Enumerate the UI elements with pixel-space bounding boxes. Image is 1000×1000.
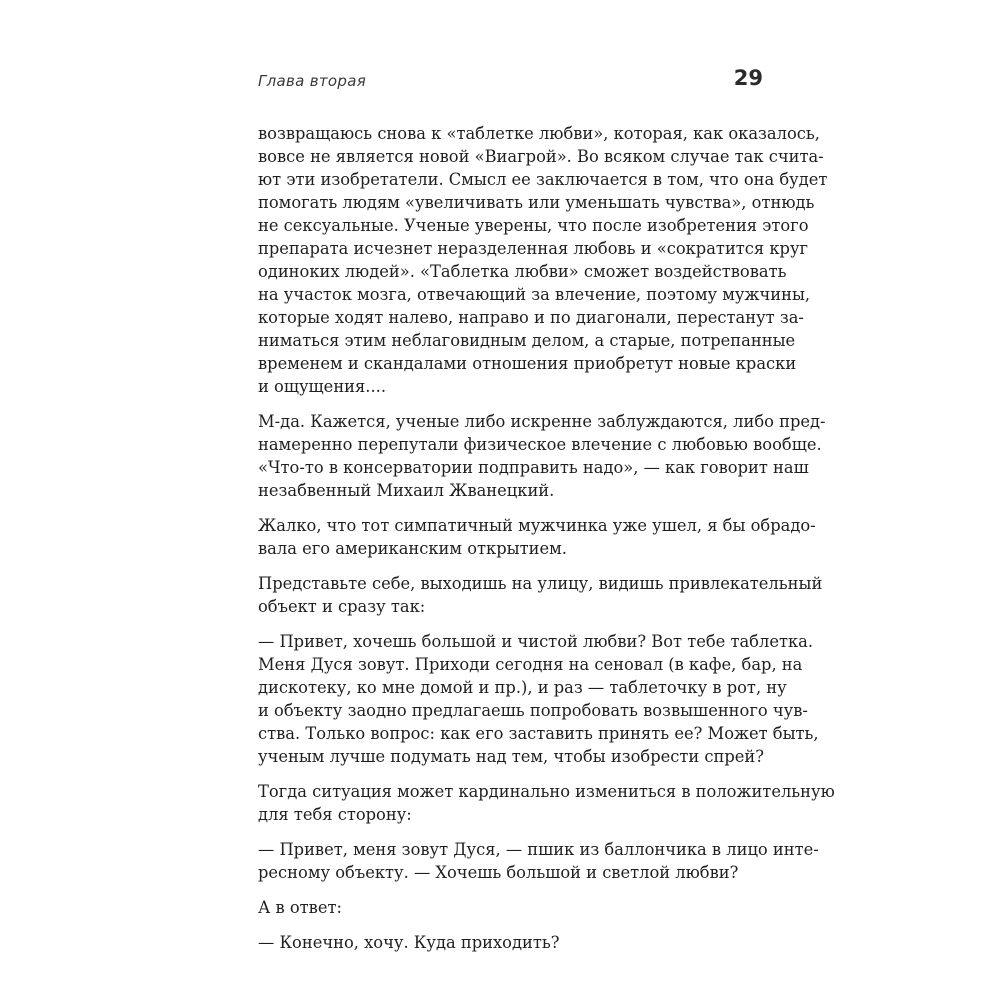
chapter-title: Глава вторая — [258, 72, 367, 90]
text-line: «Что-то в консерватории подправить надо», — как говорит наш — [258, 458, 809, 477]
text-line: дискотеку, ко мне домой и пр.), и раз — таблеточку в рот, ну — [258, 678, 787, 697]
text-line: Меня Дуся зовут. Приходи сегодня на сеновал (в кафе, бар, на — [258, 655, 803, 674]
text-line: — Привет, меня зовут Дуся, — пшик из баллончика в лицо инте- — [258, 840, 819, 859]
text-line: ресному объекту. — Хочешь большой и светлой любви? — [258, 863, 739, 882]
text-line: Жалко, что тот симпатичный мужчинка уже ушел, я бы обрадо- — [258, 516, 816, 535]
text-line: Тогда ситуация может кардинально измениться в положительную — [258, 782, 835, 801]
paragraph — [258, 410, 826, 502]
text-line: одиноких людей». «Таблетка любви» сможет воздействовать — [258, 262, 787, 281]
text-line: Представьте себе, выходишь на улицу, видишь привлекательный — [258, 574, 823, 593]
text-line: на участок мозга, отвечающий за влечение, поэтому мужчины, — [258, 285, 811, 304]
paragraph — [258, 838, 819, 884]
text-line: и ощущения.... — [258, 377, 386, 396]
text-line: препарата исчезнет неразделенная любовь и «сократится круг — [258, 239, 809, 258]
text-line: не сексуальные. Ученые уверены, что после изобретения этого — [258, 216, 809, 235]
text-line: ниматься этим неблаговидным делом, а старые, потрепанные — [258, 331, 796, 350]
text-line: ученым лучше подумать над тем, чтобы изобрести спрей? — [258, 747, 765, 766]
text-line: незабвенный Михаил Жванецкий. — [258, 481, 555, 500]
text-line: — Привет, хочешь большой и чистой любви? Вот тебе таблетка. — [258, 632, 814, 651]
text-line: намеренно перепутали физическое влечение с любовью вообще. — [258, 435, 822, 454]
text-line: помогать людям «увеличивать или уменьшать чувства», отнюдь — [258, 193, 815, 212]
text-line: ства. Только вопрос: как его заставить принять ее? Может быть, — [258, 724, 819, 743]
paragraph — [258, 122, 828, 398]
text-line: которые ходят налево, направо и по диагонали, перестанут за- — [258, 308, 804, 327]
paragraph — [258, 780, 835, 826]
text-line: ют эти изобретатели. Смысл ее заключается в том, что она будет — [258, 170, 828, 189]
text-line: возвращаюсь снова к «таблетке любви», которая, как оказалось, — [258, 124, 820, 143]
text-line: — Конечно, хочу. Куда приходить? — [258, 933, 560, 952]
paragraph — [258, 514, 816, 560]
text-line: объект и сразу так: — [258, 597, 426, 616]
text-line: и объекту заодно предлагаешь попробовать возвышенного чув- — [258, 701, 808, 720]
paragraph — [258, 931, 763, 954]
paragraph — [258, 572, 823, 618]
text-body — [258, 122, 835, 966]
text-line: А в ответ: — [258, 898, 342, 917]
text-line: для тебя сторону: — [258, 805, 412, 824]
paragraph — [258, 896, 763, 919]
page-number: 29 — [733, 66, 763, 90]
text-line: вовсе не является новой «Виагрой». Во всяком случае так счита- — [258, 147, 824, 166]
text-line: временем и скандалами отношения приобретут новые краски — [258, 354, 797, 373]
text-line: вала его американским открытием. — [258, 539, 567, 558]
text-line: М-да. Кажется, ученые либо искренне заблуждаются, либо пред- — [258, 412, 826, 431]
running-head — [258, 66, 763, 100]
paragraph — [258, 630, 819, 768]
